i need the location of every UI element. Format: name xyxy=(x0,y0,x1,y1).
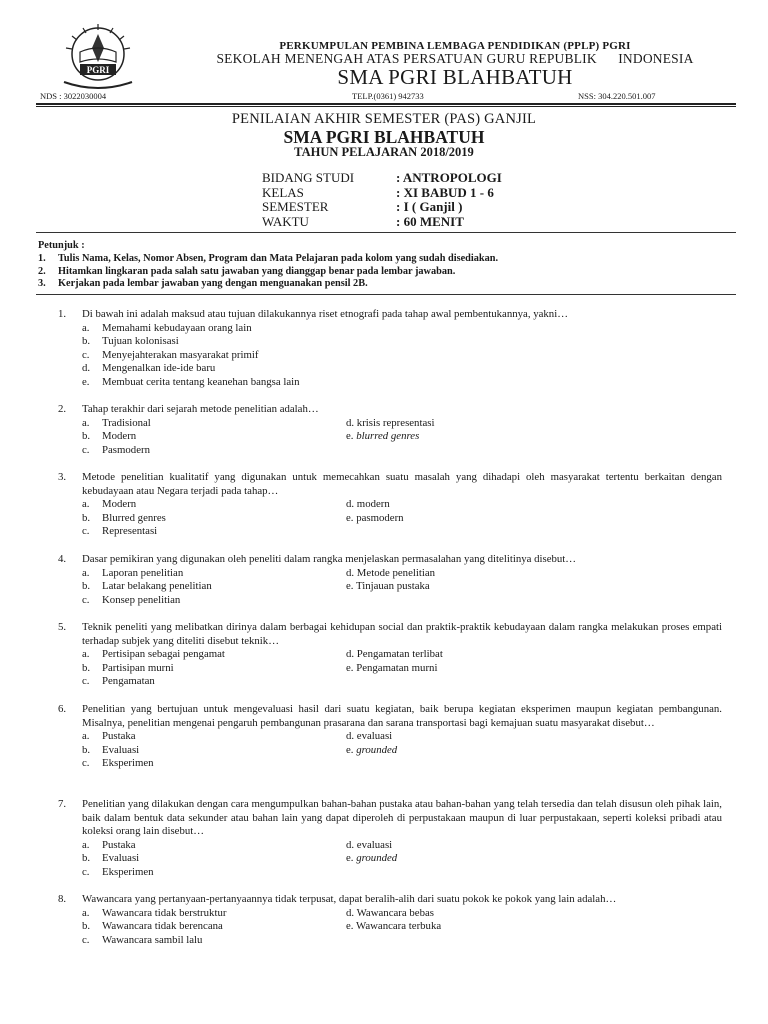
answer-option xyxy=(82,907,346,921)
question xyxy=(58,403,722,457)
answer-option xyxy=(82,920,346,934)
option-letter: b. xyxy=(82,335,91,348)
question-number: 2. xyxy=(58,403,67,415)
option-text: Wawancara tidak berencana xyxy=(102,920,223,933)
question-text: Metode penelitian kualitatif yang digunakan untuk memecahkan suatu masalah yang dihadapi oleh masyarakat tertentu berkaitan dengan kebudayaan atau Negara terjadi pada tahap… xyxy=(82,471,722,497)
instructions-heading: Petunjuk : xyxy=(38,240,85,251)
answer-option xyxy=(82,335,722,349)
option-text: d. Wawancara bebas xyxy=(346,906,434,919)
option-text: d. Metode penelitian xyxy=(346,566,436,579)
info-row xyxy=(262,214,502,229)
answer-options xyxy=(82,730,722,771)
info-value: : XI BABUD 1 - 6 xyxy=(396,184,494,200)
option-text: Partisipan murni xyxy=(102,661,174,674)
answer-option xyxy=(346,580,722,594)
option-letter: a. xyxy=(82,566,90,579)
question xyxy=(58,621,722,689)
instruction-item xyxy=(38,278,738,291)
question-stem xyxy=(58,553,722,567)
question xyxy=(58,308,722,390)
answer-option xyxy=(346,498,722,512)
option-text: Tujuan kolonisasi xyxy=(102,335,179,348)
instructions xyxy=(38,240,738,291)
answer-option xyxy=(346,648,722,662)
option-text: Pustaka xyxy=(102,838,136,851)
question xyxy=(58,553,722,607)
question-number: 6. xyxy=(58,703,67,715)
option-text: Wawancara sambil lalu xyxy=(102,933,203,946)
info-value: : 60 MENIT xyxy=(396,213,464,229)
answer-option xyxy=(82,349,722,363)
option-letter: b. xyxy=(82,580,91,593)
school-type-line: SEKOLAH MENENGAH ATAS PERSATUAN GURU REPUBLIK INDONESIA xyxy=(216,51,694,66)
question xyxy=(58,798,722,880)
question-stem xyxy=(58,308,722,322)
answer-option xyxy=(82,322,722,336)
instruction-text: Tulis Nama, Kelas, Nomor Absen, Program dan Mata Pelajaran pada kolom yang sudah disediakan. xyxy=(58,253,499,264)
nss-number: NSS: 304.220.501.007 xyxy=(578,91,656,101)
instruction-item xyxy=(38,253,738,266)
answer-option xyxy=(82,730,346,744)
option-letter: c. xyxy=(82,593,90,606)
option-text: d. evaluasi xyxy=(346,730,393,743)
info-key: BIDANG STUDI xyxy=(262,170,355,185)
option-text: Evaluasi xyxy=(102,852,140,865)
answer-options xyxy=(82,648,722,689)
info-key: KELAS xyxy=(262,184,304,200)
question xyxy=(58,893,722,947)
question-text: Penelitian yang bertujuan untuk mengevaluasi hasil dari suatu kegiatan, baik berupa kegiatan eksperimen maupun kegiatan pembangunan. Misalnya, penelitian mengenai pengaruh pembangunan prasarana dan sarana transportasi bagi kemajuan suatu masyarakat disebut… xyxy=(82,703,722,729)
answer-option xyxy=(82,675,346,689)
answer-option xyxy=(346,430,722,444)
answer-option xyxy=(346,662,722,676)
answer-option xyxy=(82,567,346,581)
info-row xyxy=(262,170,502,185)
option-text: Wawancara tidak berstruktur xyxy=(102,906,227,919)
instruction-item xyxy=(38,266,738,279)
option-letter: c. xyxy=(82,757,90,770)
answer-option xyxy=(82,417,346,431)
answer-option xyxy=(82,839,346,853)
option-text: e. pasmodern xyxy=(346,511,404,524)
instruction-text: Kerjakan pada lembar jawaban yang dengan menguanakan pensil 2B. xyxy=(58,278,368,289)
option-letter: e. xyxy=(82,375,90,388)
answer-option xyxy=(346,512,722,526)
option-text: Blurred genres xyxy=(102,511,166,524)
answer-option xyxy=(82,757,346,771)
answer-option xyxy=(346,744,722,758)
option-letter: b. xyxy=(82,511,91,524)
option-text: Pustaka xyxy=(102,730,136,743)
option-text: e. grounded xyxy=(346,852,398,865)
option-text: Membuat cerita tentang keanehan bangsa lain xyxy=(102,375,300,388)
option-letter: a. xyxy=(82,321,90,334)
option-text: d. krisis representasi xyxy=(346,416,435,429)
question-text: Wawancara yang pertanyaan-pertanyaannya tidak terpusat, dapat beralih-alih dari suatu pokok ke pokok yang lain adalah… xyxy=(82,893,617,905)
option-letter: a. xyxy=(82,416,90,429)
option-letter: c. xyxy=(82,443,90,456)
info-row xyxy=(262,199,502,214)
option-text: Pengamatan xyxy=(102,675,155,688)
question-text: Penelitian yang dilakukan dengan cara mengumpulkan bahan-bahan pustaka atau bahan-bahan yang telah tersedia dan telah disusun oleh pihak lain, baik dalam bentuk data sekunder atau bahan lain yang dapat diperoleh di perpustakaan maupun di luar perpustakaan, seperti koleksi pribadi atau koleksi orang lain disebut… xyxy=(82,798,722,838)
option-letter: b. xyxy=(82,852,91,865)
answer-option xyxy=(346,920,722,934)
option-text: Laporan penelitian xyxy=(102,566,184,579)
question-stem xyxy=(58,893,722,907)
option-text: Modern xyxy=(102,498,137,511)
question-number: 4. xyxy=(58,553,67,565)
instruction-number: 2. xyxy=(38,265,46,277)
exam-title: PENILAIAN AKHIR SEMESTER (PAS) GANJIL xyxy=(231,111,537,127)
answer-option xyxy=(82,934,346,948)
exam-school: SMA PGRI BLAHBATUH xyxy=(283,127,485,147)
option-letter: a. xyxy=(82,906,90,919)
answer-option xyxy=(82,648,346,662)
telephone: TELP.(0361) 942733 xyxy=(352,91,424,101)
answer-option xyxy=(82,430,346,444)
option-text: e. blurred genres xyxy=(346,430,420,443)
option-text: Evaluasi xyxy=(102,743,140,756)
option-text: Eksperimen xyxy=(102,757,154,770)
divider xyxy=(36,232,736,233)
option-text: Mengenalkan ide-ide baru xyxy=(102,362,216,375)
option-letter: c. xyxy=(82,675,90,688)
question-stem xyxy=(58,703,722,730)
answer-option xyxy=(82,525,346,539)
option-letter: b. xyxy=(82,743,91,756)
question-stem xyxy=(58,403,722,417)
answer-options xyxy=(82,567,722,608)
option-letter: b. xyxy=(82,920,91,933)
option-text: Menyejahterakan masyarakat primif xyxy=(102,348,259,361)
answer-options xyxy=(82,322,722,390)
question-stem xyxy=(58,621,722,648)
answer-option xyxy=(82,594,346,608)
school-name: SMA PGRI BLAHBATUH xyxy=(337,65,573,89)
exam-year: TAHUN PELAJARAN 2018/2019 xyxy=(294,145,474,159)
divider xyxy=(36,294,736,295)
answer-options xyxy=(82,907,722,948)
answer-option xyxy=(346,730,722,744)
answer-option xyxy=(346,907,722,921)
info-row xyxy=(262,185,502,200)
question-number: 3. xyxy=(58,471,67,483)
answer-option xyxy=(346,839,722,853)
answer-option xyxy=(82,376,722,390)
info-key: SEMESTER xyxy=(262,199,329,215)
school-logo xyxy=(58,22,138,94)
info-key: WAKTU xyxy=(262,213,309,229)
option-letter: a. xyxy=(82,838,90,851)
answer-option xyxy=(82,866,346,880)
answer-options xyxy=(82,839,722,880)
answer-option xyxy=(82,362,722,376)
nds-number: NDS : 3022030004 xyxy=(40,91,107,101)
question-text: Dasar pemikiran yang digunakan oleh peneliti dalam rangka menjelaskan permasalahan yang ditelitinya disebut… xyxy=(82,553,577,565)
option-letter: b. xyxy=(82,430,91,443)
answer-option xyxy=(82,580,346,594)
answer-option xyxy=(82,498,346,512)
option-text: e. Wawancara terbuka xyxy=(346,920,442,933)
question-text: Di bawah ini adalah maksud atau tujuan dilakukannya riset etnografi pada tahap awal pembentukannya, yakni… xyxy=(82,308,568,320)
option-letter: c. xyxy=(82,525,90,538)
question-number: 8. xyxy=(58,893,67,905)
option-text: d. modern xyxy=(346,498,390,511)
answer-option xyxy=(346,567,722,581)
answer-option xyxy=(82,744,346,758)
instruction-number: 3. xyxy=(38,278,46,289)
option-text: Memahami kebudayaan orang lain xyxy=(102,321,252,334)
option-text: d. Pengamatan terlibat xyxy=(346,648,443,661)
answer-option xyxy=(82,852,346,866)
answer-options xyxy=(82,417,722,458)
question-number: 5. xyxy=(58,621,67,633)
option-text: Tradisional xyxy=(102,416,151,429)
option-text: e. Tinjauan pustaka xyxy=(346,580,430,593)
option-text: Modern xyxy=(102,430,137,443)
letterhead-rule-thick xyxy=(36,103,736,105)
instruction-text: Hitamkan lingkaran pada salah satu jawaban yang dianggap benar pada lembar jawaban. xyxy=(58,265,456,277)
option-text: Pertisipan sebagai pengamat xyxy=(102,648,225,661)
question-text: Tahap terakhir dari sejarah metode penelitian adalah… xyxy=(82,403,319,415)
option-letter: a. xyxy=(82,498,90,511)
option-text: d. evaluasi xyxy=(346,838,393,851)
option-text: Latar belakang penelitian xyxy=(102,580,212,593)
letterhead xyxy=(0,0,768,108)
option-text: e. Pengamatan murni xyxy=(346,661,438,674)
option-letter: c. xyxy=(82,348,90,361)
option-letter: c. xyxy=(82,865,90,878)
option-letter: a. xyxy=(82,648,90,661)
option-text: Representasi xyxy=(102,525,158,538)
question-stem xyxy=(58,798,722,839)
option-text: Konsep penelitian xyxy=(102,593,181,606)
question-stem xyxy=(58,471,722,498)
answer-option xyxy=(82,512,346,526)
option-letter: a. xyxy=(82,730,90,743)
answer-option xyxy=(346,852,722,866)
instruction-number: 1. xyxy=(38,253,46,264)
organization-line: PERKUMPULAN PEMBINA LEMBAGA PENDIDIKAN (PPLP) PGRI xyxy=(279,40,631,52)
info-value: : I ( Ganjil ) xyxy=(396,199,463,215)
question xyxy=(58,471,722,539)
answer-option xyxy=(346,417,722,431)
letterhead-rule-thin xyxy=(36,106,736,107)
option-letter: c. xyxy=(82,933,90,946)
answer-option xyxy=(82,444,346,458)
question-number: 1. xyxy=(58,308,67,320)
question xyxy=(58,703,722,771)
option-text: Pasmodern xyxy=(102,443,150,456)
option-letter: b. xyxy=(82,661,91,674)
answer-option xyxy=(82,662,346,676)
question-text: Teknik peneliti yang melibatkan dirinya dalam berbagai kehidupan social dan praktik-praktik kebudayaan dalam rangka melakukan proses empati terhadap subjek yang diteliti disebut teknik… xyxy=(82,621,722,647)
option-text: Eksperimen xyxy=(102,865,154,878)
option-text: e. grounded xyxy=(346,743,398,756)
exam-info xyxy=(262,170,502,228)
logo-lettering: PGRI xyxy=(86,65,110,75)
info-value: : ANTROPOLOGI xyxy=(396,170,502,185)
option-letter: d. xyxy=(82,362,91,375)
answer-options xyxy=(82,498,722,539)
question-number: 7. xyxy=(58,798,67,810)
